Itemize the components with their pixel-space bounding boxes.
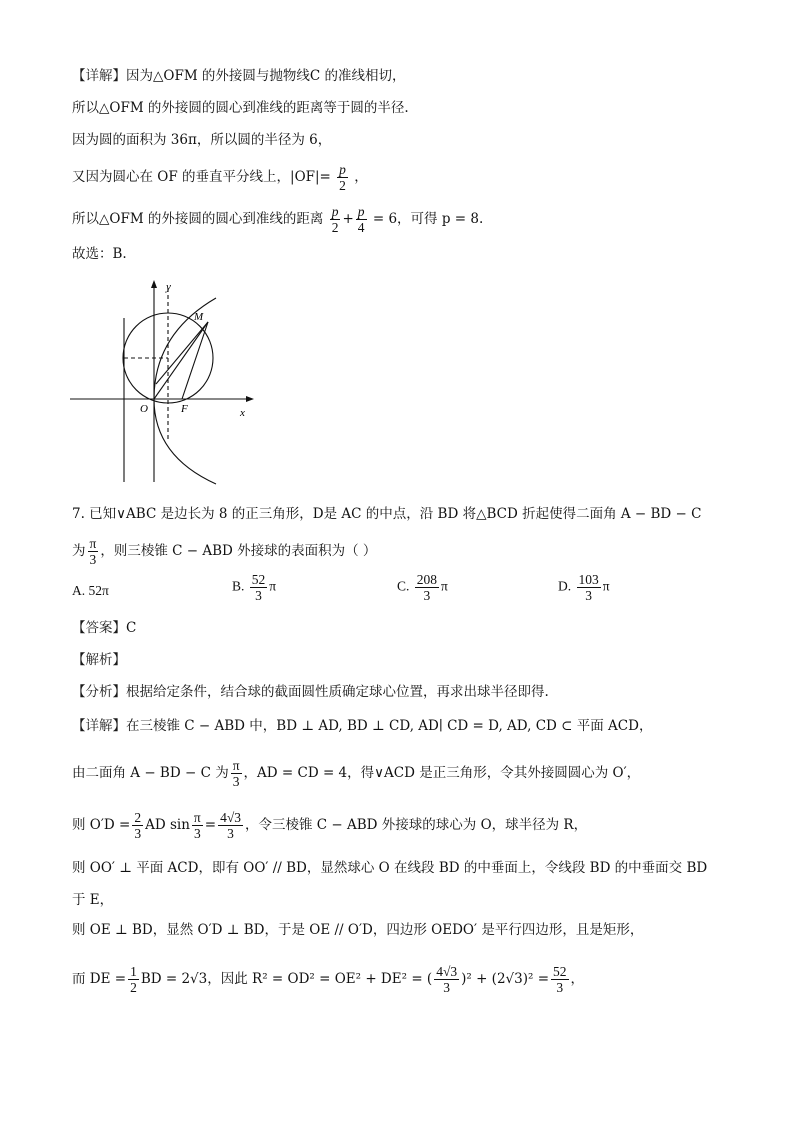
option-d-fraction [577,572,601,603]
fraction-pi-over-3 [88,536,99,567]
q7-stem-b1: 为 [72,543,86,559]
segment-fm [182,322,208,399]
detail-text-7a: 而 DE = [72,971,127,987]
detail-tag: 【详解】 [72,718,126,734]
option-c-fraction [415,572,439,603]
focus-label: F [181,403,188,415]
answer-tag: 【答案】 [72,620,126,636]
frac-den: 3 [134,826,142,841]
frac-num: 103 [578,572,599,587]
detail-text-3c: = [204,817,217,833]
frac-den: 2 [130,980,137,995]
frac-num: π [89,536,97,551]
fraction-pi-over-3 [192,810,203,841]
frac-num: 4√3 [436,964,458,979]
frac-num: 208 [416,572,438,587]
frac-den: 3 [89,552,97,567]
frac-num: p [339,162,346,177]
answer-line [72,618,136,638]
p6-line-2: 所以△OFM 的外接圆的圆心到准线的距离等于圆的半径. [72,100,409,116]
pi-symbol: π [441,578,448,594]
p6-line-5 [72,204,483,235]
detail-text-7b: BD = 2√3，因此 R² = OD² = OE² + DE² = ( [140,971,433,987]
detail-line-5: 于 E， [72,892,114,908]
option-b-fraction [250,572,268,603]
y-axis-arrow [151,280,157,288]
pi-symbol: π [269,578,277,594]
fenxi-line [72,682,549,702]
fraction-1-over-2 [128,964,139,995]
detail-line-4: 则 OO′ ⊥ 平面 ACD，即有 OO′ // BD，显然球心 O 在线段 BD 的中垂面上，令线段 BD 的中垂面交 BD [72,860,708,876]
frac-num: p [331,204,339,219]
pi-symbol: π [602,578,610,594]
frac-num: π [232,758,240,773]
detail-text-7c: )² + (2√3)² = [461,971,550,987]
detail-line-2 [72,758,640,789]
frac-den: 3 [193,826,201,841]
detail-text-3d: ，令三棱锥 C − ABD 外接球的球心为 O，球半径为 R， [244,817,588,833]
frac-den: 3 [232,774,240,789]
frac-num: 2 [134,810,142,825]
analysis-tag: 【解析】 [72,652,126,668]
frac-num: 52 [553,964,567,979]
frac-den: 3 [423,588,431,603]
fenxi-tag: 【分析】 [72,684,126,700]
frac-den: 3 [443,980,451,995]
option-c-label: C. [397,578,410,594]
option-d [558,572,610,603]
q7-stem-b2: ，则三棱锥 C − ABD 外接球的表面积为（ ） [100,543,377,559]
analysis-line [72,650,126,670]
detail-tag: 【详解】 [72,68,126,84]
frac-den: 3 [255,588,262,603]
frac-den: 2 [339,178,346,193]
detail-text-7d: ， [570,971,585,987]
p6-text-1: 因为△OFM 的外接圆与抛物线C 的准线相切， [126,68,406,84]
origin-label: O [140,403,148,415]
fraction-pi-over-3 [231,758,242,789]
fraction-4root3-over-3 [218,810,243,841]
option-c [397,572,448,603]
p6-text-5b: = 6，可得 p = 8. [372,211,484,227]
q7-stem-line-1: 7. 已知∨ABC 是边长为 8 的正三角形，D是 AC 的中点，沿 BD 将△BCD 折起使得二面角 A − BD − C [72,506,702,522]
p6-text-5a: 所以△OFM 的外接圆的圆心到准线的距离 [72,211,324,227]
detail-text-3b: AD sin [145,817,190,833]
detail-text-2a: 由二面角 A − BD − C 为 [72,765,229,781]
fraction-p-over-4 [356,204,367,235]
frac-num: 1 [130,964,137,979]
p6-line-1 [72,66,406,86]
detail-line-1 [72,716,652,736]
detail-line-6: 则 OE ⊥ BD，显然 O′D ⊥ BD，于是 OE // O′D，四边形 OEDO′ 是平行四边形，且是矩形， [72,922,644,938]
fenxi-text: 根据给定条件，结合球的截面圆性质确定球心位置，再求出球半径即得. [126,684,549,700]
fraction-2-over-3 [132,810,143,841]
option-b [232,572,276,603]
fraction-4root3-over-3 [434,964,459,995]
option-a: A. 52π [72,583,109,598]
x-axis-arrow [246,396,254,402]
detail-text-3a: 则 O′D = [72,817,131,833]
detail-line-3 [72,810,587,841]
p6-line-3: 因为圆的面积为 36π，所以圆的半径为 6， [72,132,332,148]
frac-den: 2 [331,220,339,235]
segment-om [154,322,208,399]
p6-line-4 [72,162,368,193]
frac-num: 52 [251,572,266,587]
y-axis-label: y [166,281,171,293]
frac-den: 3 [585,588,592,603]
p6-line-6: 故选：B. [72,246,127,262]
frac-den: 3 [556,980,564,995]
x-axis-label: x [240,407,245,419]
frac-den: 4 [357,220,365,235]
detail-text-1: 在三棱锥 C − ABD 中，BD ⊥ AD, BD ⊥ CD, AD∣ CD = D, AD, CD ⊂ 平面 ACD， [126,718,653,734]
frac-num: p [357,204,365,219]
point-m-label: M [194,311,204,323]
fraction-p-over-2 [337,162,348,193]
frac-num: π [193,810,201,825]
detail-line-7 [72,964,584,995]
fraction-p-over-2 [330,204,341,235]
option-b-label: B. [232,578,245,594]
option-d-label: D. [558,578,572,594]
parabola-circle-figure [68,274,258,486]
answer-value: C [126,620,137,636]
plus-sign: + [342,211,354,227]
q7-stem-line-2 [72,536,376,567]
detail-text-2b: ，AD = CD = 4，得∨ACD 是正三角形，令其外接圆圆心为 O′， [243,765,641,781]
fraction-52-over-3 [551,964,569,995]
p6-text-4a: 又因为圆心在 OF 的垂直平分线上，|OF|= [72,169,331,185]
p6-text-4b: ， [354,169,368,185]
frac-den: 3 [227,826,234,841]
frac-num: 4√3 [220,810,241,825]
